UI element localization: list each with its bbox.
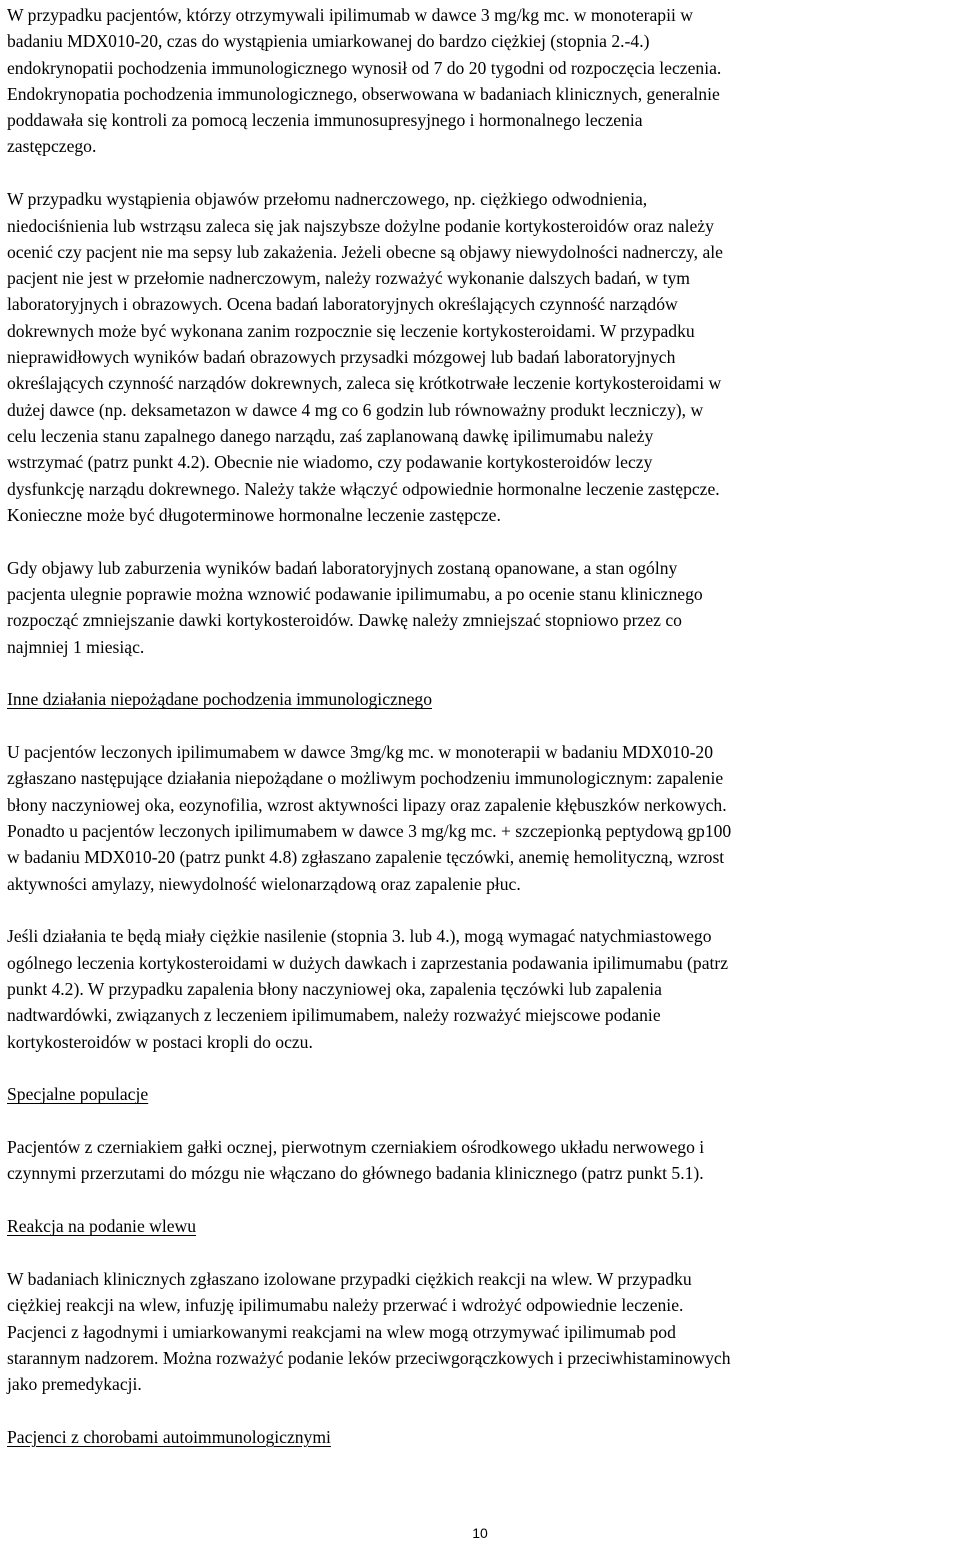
text-line: niedociśnienia lub wstrząsu zaleca się jak najszybsze dożylne podanie kortykosteroidów oraz należy — [7, 215, 714, 236]
paragraph-severe-reactions — [7, 923, 957, 1054]
text-line: dużej dawce (np. deksametazon w dawce 4 mg co 6 godzin lub równoważny produkt leczniczy), w — [7, 399, 704, 420]
text-line: poddawała się kontroli za pomocą leczenia immunosupresyjnego i hormonalnego leczenia — [7, 110, 643, 131]
text-line: celu leczenia stanu zapalnego danego narządu, zaś zaplanowaną dawkę ipilimumabu należy — [7, 425, 654, 446]
text-line: Pacjenci z łagodnymi i umiarkowanymi reakcjami na wlew mogą otrzymywać ipilimumab pod — [7, 1321, 676, 1342]
text-line: rozpocząć zmniejszanie dawki kortykosteroidów. Dawkę należy zmniejszać stopniowo przez co — [7, 610, 682, 631]
text-line: Ponadto u pacjentów leczonych ipilimumabem w dawce 3 mg/kg mc. + szczepionką peptydową gp100 — [7, 821, 732, 842]
section-heading-infusion-reaction: Reakcja na podanie wlewu — [7, 1216, 197, 1237]
text-line: dokrewnych może być wykonana zanim rozpocznie się leczenie kortykosteroidami. W przypadku — [7, 320, 695, 341]
text-line: w badaniu MDX010-20 (patrz punkt 4.8) zgłaszano zapalenie tęczówki, anemię hemolityczną, wzrost — [7, 847, 725, 868]
text-line: W przypadku pacjentów, którzy otrzymywali ipilimumab w dawce 3 mg/kg mc. w monoterapii w — [7, 5, 693, 25]
text-line: kortykosteroidów w postaci kropli do oczu. — [7, 1031, 313, 1052]
paragraph-resume-treatment — [7, 555, 957, 660]
paragraph-immune-reactions — [7, 739, 957, 897]
section-heading-autoimmune: Pacjenci z chorobami autoimmunologicznymi — [7, 1427, 331, 1448]
text-line: Pacjentów z czerniakiem gałki ocznej, pierwotnym czerniakiem ośrodkowego układu nerwowego i — [7, 1137, 705, 1158]
document-page — [7, 2, 957, 1450]
text-line: ocenić czy pacjent nie ma sepsy lub zakażenia. Jeżeli obecne są objawy niewydolności nadnerczy, ale — [7, 241, 723, 262]
text-line: najmniej 1 miesiąc. — [7, 636, 145, 657]
text-line: Gdy objawy lub zaburzenia wyników badań laboratoryjnych zostaną opanowane, a stan ogólny — [7, 557, 678, 578]
text-line: badaniu MDX010-20, czas do wystąpienia umiarkowanej do bardzo ciężkiej (stopnia 2.-4.) — [7, 31, 650, 52]
paragraph-infusion-reaction — [7, 1266, 957, 1397]
text-line: starannym nadzorem. Można rozważyć podanie leków przeciwgorączkowych i przeciwhistaminowych — [7, 1347, 731, 1368]
text-line: jako premedykacji. — [7, 1374, 142, 1395]
text-line: W badaniach klinicznych zgłaszano izolowane przypadki ciężkich reakcji na wlew. W przypadku — [7, 1269, 692, 1290]
text-line: ogólnego leczenia kortykosteroidami w dużych dawkach i zaprzestania podawania ipilimumabu (patrz — [7, 952, 729, 973]
page-number: 10 — [472, 1525, 488, 1541]
text-line: Konieczne może być długoterminowe hormonalne leczenie zastępcze. — [7, 504, 501, 525]
text-line: W przypadku wystąpienia objawów przełomu nadnerczowego, np. ciężkiego odwodnienia, — [7, 189, 648, 210]
paragraph-special-populations — [7, 1134, 957, 1187]
text-line: U pacjentów leczonych ipilimumabem w dawce 3mg/kg mc. w monoterapii w badaniu MDX010-20 — [7, 742, 714, 763]
text-line: nadtwardówki, związanych z leczeniem ipilimumabem, należy rozważyć miejscowe podanie — [7, 1005, 661, 1026]
text-line: Endokrynopatia pochodzenia immunologicznego, obserwowana w badaniach klinicznych, generalnie — [7, 83, 720, 104]
text-line: aktywności amylazy, niewydolność wielonarządową oraz zapalenie płuc. — [7, 873, 521, 894]
section-heading-immune-reactions: Inne działania niepożądane pochodzenia immunologicznego — [7, 689, 433, 710]
text-line: nieprawidłowych wyników badań obrazowych przysadki mózgowej lub badań laboratoryjnych — [7, 347, 676, 368]
paragraph-adrenal-crisis — [7, 186, 957, 528]
section-heading-special-populations: Specjalne populacje — [7, 1084, 149, 1105]
text-line: punkt 4.2). W przypadku zapalenia błony naczyniowej oka, zapalenia tęczówki lub zapalenia — [7, 979, 662, 999]
text-line: ciężkiej reakcji na wlew, infuzję ipilimumabu należy przerwać i wdrożyć odpowiednie leczenie. — [7, 1295, 684, 1316]
text-line: dysfunkcję narządu dokrewnego. Należy także włączyć odpowiednie hormonalne leczenie zastępcze. — [7, 478, 720, 499]
text-line: zastępczego. — [7, 136, 97, 157]
paragraph-endocrinopathy-timing — [7, 2, 957, 160]
text-line: błony naczyniowej oka, eozynofilia, wzrost aktywności lipazy oraz zapalenie kłębuszków nerkowych. — [7, 794, 727, 815]
text-line: Jeśli działania te będą miały ciężkie nasilenie (stopnia 3. lub 4.), mogą wymagać natychmiastowego — [7, 926, 712, 947]
text-line: określających czynność narządów dokrewnych, zaleca się krótkotrwałe leczenie kortykosteroidami w — [7, 373, 722, 394]
text-line: endokrynopatii pochodzenia immunologicznego wynosił od 7 do 20 tygodni od rozpoczęcia leczenia. — [7, 57, 722, 78]
text-line: laboratoryjnych i obrazowych. Ocena badań laboratoryjnych określających czynność narządów — [7, 294, 678, 315]
text-line: czynnymi przerzutami do mózgu nie włączano do głównego badania klinicznego (patrz punkt 5.1). — [7, 1163, 704, 1184]
text-line: wstrzymać (patrz punkt 4.2). Obecnie nie wiadomo, czy podawanie kortykosteroidów leczy — [7, 452, 653, 473]
text-line: zgłaszano następujące działania niepożądane o możliwym pochodzeniu immunologicznym: zapalenie — [7, 768, 724, 789]
text-line: pacjenta ulegnie poprawie można wznowić podawanie ipilimumabu, a po ocenie stanu klinicznego — [7, 583, 703, 604]
text-line: pacjent nie jest w przełomie nadnerczowym, należy rozważyć wykonanie dalszych badań, w tym — [7, 268, 690, 289]
